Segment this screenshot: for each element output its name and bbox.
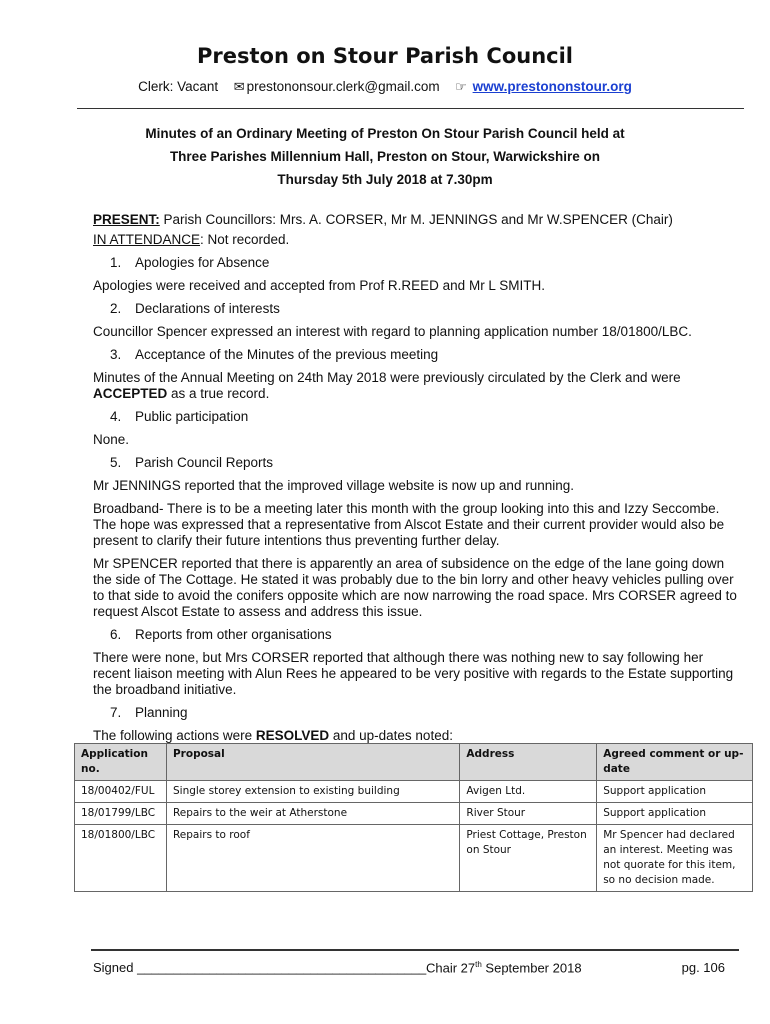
website-link[interactable]: www.prestononstour.org xyxy=(472,79,632,94)
item-number: 3. xyxy=(110,347,122,362)
public-text: None. xyxy=(93,432,130,447)
attendance-text: : Not recorded. xyxy=(200,232,290,247)
proposal-cell: Single storey extension to existing building xyxy=(166,781,459,803)
header-proposal: Proposal xyxy=(166,744,459,781)
item-title: Declarations of interests xyxy=(135,301,280,316)
agenda-item-4 xyxy=(93,409,743,425)
application-cell: 18/00402/FUL xyxy=(75,781,167,803)
item-title: Planning xyxy=(135,705,188,720)
envelope-icon: ✉ xyxy=(233,80,245,95)
pointing-hand-icon: ☞ xyxy=(455,80,467,95)
planning-table xyxy=(74,743,753,892)
agenda-item-1 xyxy=(93,255,743,271)
proposal-cell: Repairs to the weir at Atherstone xyxy=(166,803,459,825)
contact-line xyxy=(0,79,770,95)
item-title: Acceptance of the Minutes of the previous meeting xyxy=(135,347,439,362)
header-comment: Agreed comment or up-date xyxy=(597,744,753,781)
item-title: Public participation xyxy=(135,409,249,424)
header-address: Address xyxy=(460,744,597,781)
address-cell: Priest Cottage, Preston on Stour xyxy=(460,825,597,892)
resolved-word: RESOLVED xyxy=(255,728,330,743)
table-header-row xyxy=(75,744,753,781)
report-website: Mr JENNINGS reported that the improved village website is now up and running. xyxy=(93,478,574,493)
item-title: Apologies for Absence xyxy=(135,255,270,270)
accepted-word: ACCEPTED xyxy=(93,386,168,401)
header-application: Application no. xyxy=(75,744,167,781)
agenda-item-5 xyxy=(93,455,743,471)
item-number: 5. xyxy=(110,455,122,470)
item-number: 4. xyxy=(110,409,122,424)
present-text: Parish Councillors: Mrs. A. CORSER, Mr M. JENNINGS and Mr W.SPENCER (Chair) xyxy=(159,212,673,227)
heading-line-1: Minutes of an Ordinary Meeting of Preston On Stour Parish Council held at xyxy=(145,126,625,141)
application-cell: 18/01799/LBC xyxy=(75,803,167,825)
attendance-label: IN ATTENDANCE xyxy=(93,232,201,247)
clerk-text: Clerk: Vacant xyxy=(138,79,219,94)
apologies-text: Apologies were received and accepted from Prof R.REED and Mr L SMITH. xyxy=(93,278,545,293)
chair-date-b: September 2018 xyxy=(481,960,582,976)
header-divider xyxy=(77,108,744,109)
item-number: 6. xyxy=(110,627,122,642)
report-broadband: Broadband- There is to be a meeting later this month with the group looking into this and Izzy Seccombe. The hope was expressed that a representative from Alscot Estate and their current provider would also be present to clarify their future intentions thus preventing further delay. xyxy=(93,501,725,548)
minutes-body xyxy=(93,212,743,751)
page-number: pg. 106 xyxy=(681,960,725,975)
minutes-text-c: as a true record. xyxy=(167,386,270,401)
item-number: 2. xyxy=(110,301,122,316)
address-cell: River Stour xyxy=(460,803,597,825)
agenda-item-6 xyxy=(93,627,743,643)
planning-intro-c: and up-dates noted: xyxy=(329,728,453,743)
council-title: Preston on Stour Parish Council xyxy=(196,44,573,68)
table-row xyxy=(75,825,753,892)
item-title: Parish Council Reports xyxy=(135,455,274,470)
email-address: prestononsour.clerk@gmail.com xyxy=(246,79,440,94)
attendance-line xyxy=(93,232,743,248)
chair-date-sup: th xyxy=(475,960,482,969)
declarations-text: Councillor Spencer expressed an interest with regard to planning application number 18/01800/LBC. xyxy=(93,324,692,339)
item-number: 1. xyxy=(110,255,122,270)
meeting-heading xyxy=(60,122,710,191)
minutes-text-a: Minutes of the Annual Meeting on 24th May 2018 were previously circulated by the Clerk and were xyxy=(93,370,681,385)
chair-date xyxy=(426,960,582,975)
planning-intro-a: The following actions were xyxy=(93,728,256,743)
comment-cell: Support application xyxy=(597,781,753,803)
agenda-item-3 xyxy=(93,347,743,363)
footer-divider xyxy=(91,949,739,951)
address-cell: Avigen Ltd. xyxy=(460,781,597,803)
comment-cell: Support application xyxy=(597,803,753,825)
agenda-item-7 xyxy=(93,705,743,721)
item-title: Reports from other organisations xyxy=(135,627,332,642)
table-row xyxy=(75,803,753,825)
heading-line-3: Thursday 5th July 2018 at 7.30pm xyxy=(277,172,493,187)
minutes-text xyxy=(93,370,743,402)
planning-intro xyxy=(93,728,743,744)
other-organisations-text: There were none, but Mrs CORSER reported that although there was nothing new to say following her recent liaison meeting with Alun Rees he appeared to be very positive with regards to the Estate supporting the broadband initiative. xyxy=(93,650,734,697)
heading-line-2: Three Parishes Millennium Hall, Preston on Stour, Warwickshire on xyxy=(169,149,601,164)
comment-cell: Mr Spencer had declared an interest. Meeting was not quorate for this item, so no decision made. xyxy=(597,825,753,892)
report-subsidence: Mr SPENCER reported that there is apparently an area of subsidence on the edge of the lane going down the side of The Cottage. He stated it was probably due to the bin lorry and other heavy vehicles pulling over to that side to avoid the conifers opposite which are now narrowing the road space. Mrs CORSER agreed to request Alscot Estate to assess and address this issue. xyxy=(93,556,737,619)
table-row xyxy=(75,781,753,803)
chair-date-a: Chair 27 xyxy=(426,960,476,976)
agenda-item-2 xyxy=(93,301,743,317)
present-label: PRESENT: xyxy=(93,212,160,227)
proposal-cell: Repairs to roof xyxy=(166,825,459,892)
application-cell: 18/01800/LBC xyxy=(75,825,167,892)
signature-line: Signed ________________________________________ xyxy=(93,960,427,975)
present-line xyxy=(93,212,743,228)
item-number: 7. xyxy=(110,705,122,720)
